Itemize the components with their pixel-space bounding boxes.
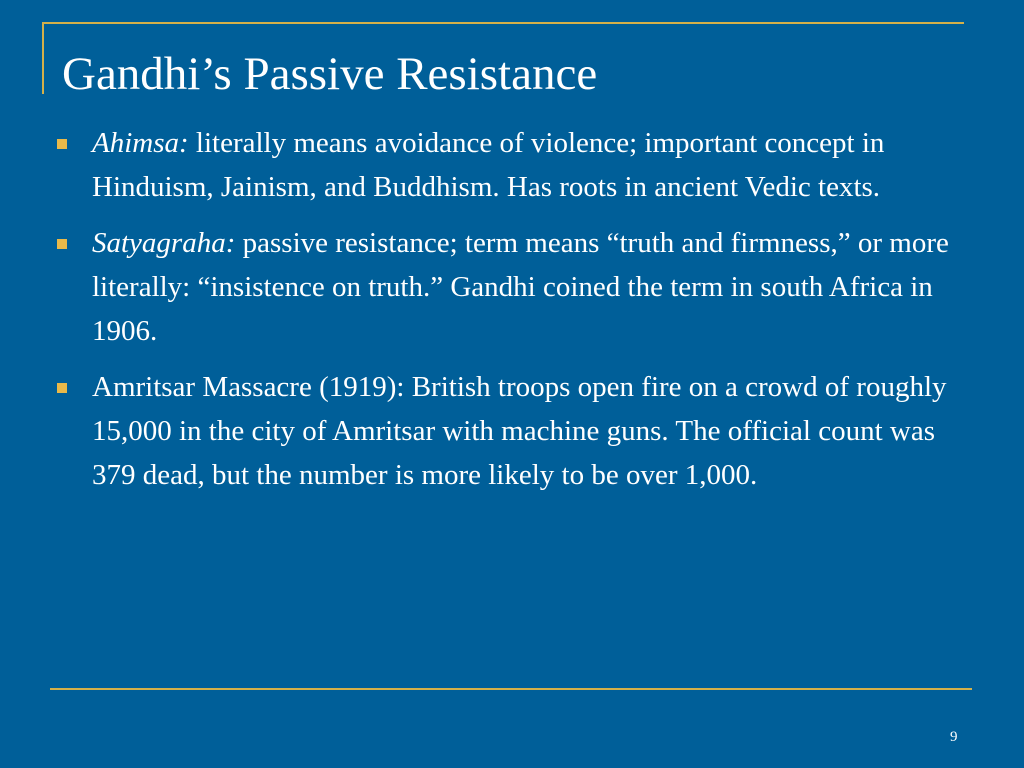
bullet-list bbox=[52, 121, 972, 509]
bullet-text: literally means avoidance of violence; important concept in Hinduism, Jainism, and Buddhism. Has roots in ancient Vedic texts. bbox=[92, 127, 885, 203]
bullet-term: Satyagraha: bbox=[92, 227, 236, 259]
page-number: 9 bbox=[950, 729, 958, 745]
bottom-accent-line bbox=[50, 688, 972, 690]
bullet-text: passive resistance; term means “truth and firmness,” or more literally: “insistence on truth.” Gandhi coined the term in south Africa in 1906. bbox=[92, 227, 949, 347]
bullet-item-ahimsa bbox=[52, 121, 972, 209]
bullet-item-amritsar bbox=[52, 365, 972, 497]
left-accent-line bbox=[42, 22, 44, 94]
bullet-text: Amritsar Massacre (1919): British troops open fire on a crowd of roughly 15,000 in the city of Amritsar with machine guns. The official count was 379 dead, but the number is more likely to be over 1,000. bbox=[92, 371, 947, 491]
square-bullet-icon bbox=[57, 139, 67, 149]
bullet-term: Ahimsa: bbox=[92, 127, 189, 159]
slide-title: Gandhi’s Passive Resistance bbox=[62, 48, 598, 100]
bullet-item-satyagraha bbox=[52, 221, 972, 353]
square-bullet-icon bbox=[57, 239, 67, 249]
square-bullet-icon bbox=[57, 383, 67, 393]
top-accent-line bbox=[42, 22, 964, 24]
